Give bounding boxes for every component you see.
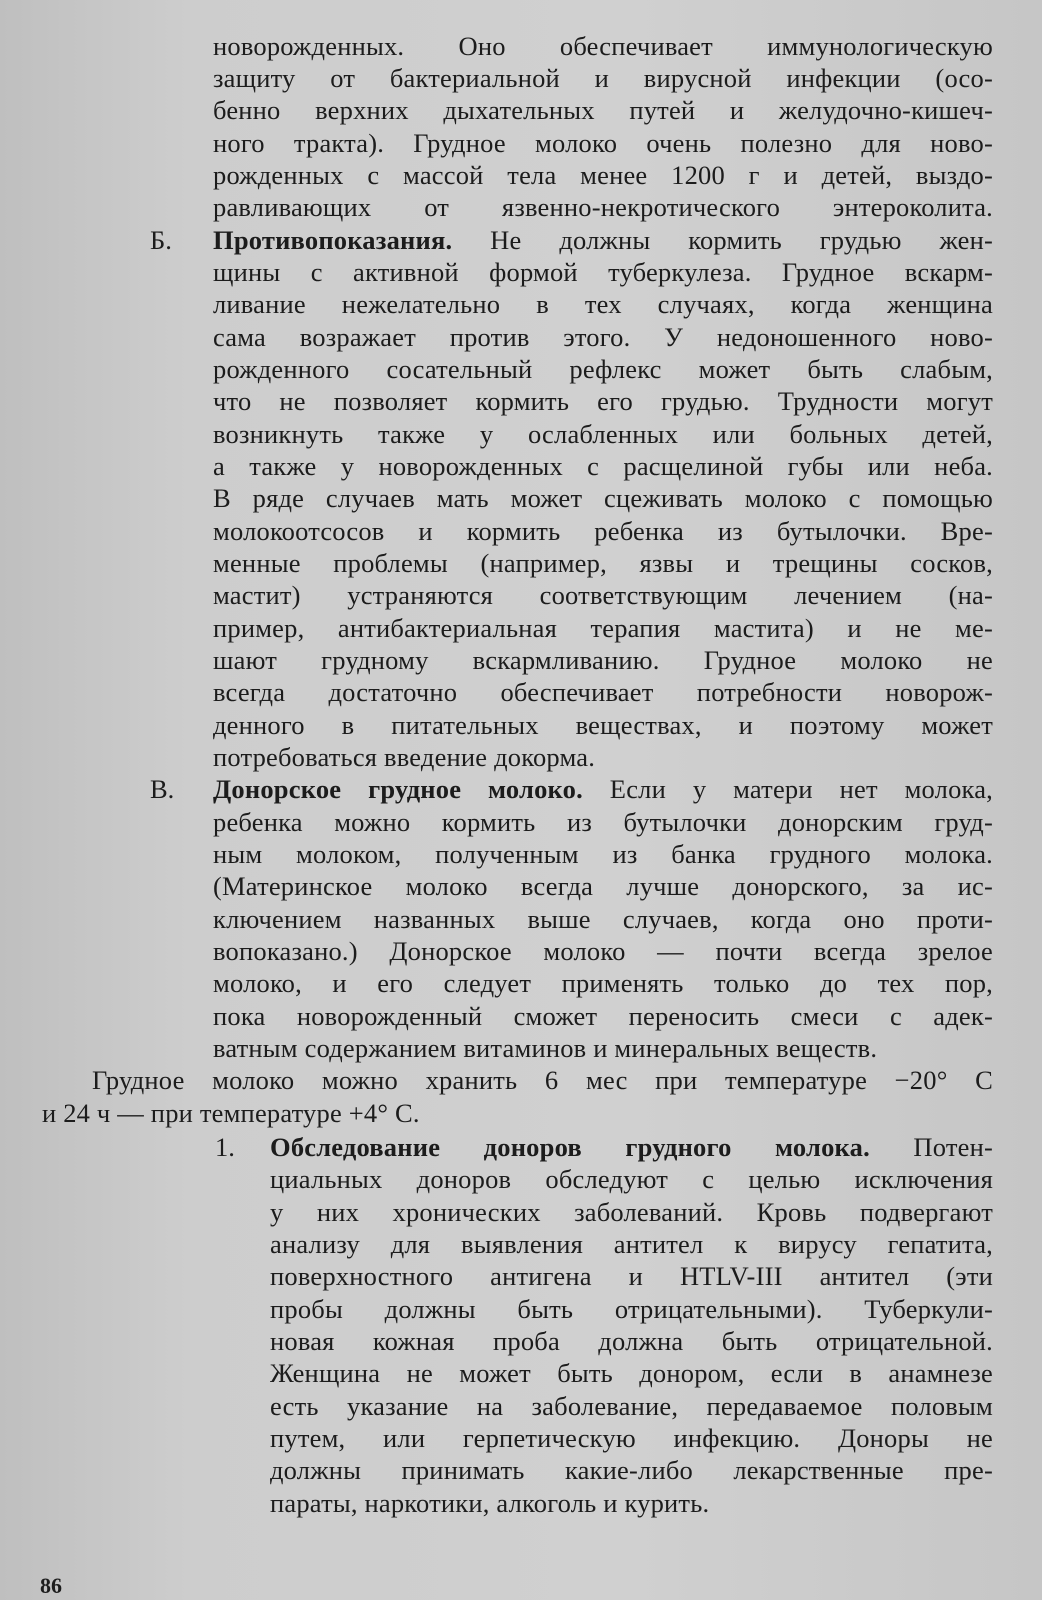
text-line: возникнуть также у ослабленных или больных детей,: [213, 419, 993, 449]
text-line: ливание нежелательно в тех случаях, когда женщина: [213, 289, 993, 319]
text-line: ным молоком, полученным из банка грудного молока.: [213, 839, 993, 869]
text-line: параты, наркотики, алкоголь и курить.: [270, 1488, 710, 1518]
text-line: ключением названных выше случаев, когда оно проти-: [213, 904, 993, 934]
text-line: мастит) устраняются соответствующим лечением (на-: [213, 580, 993, 610]
text-line: вопоказано.) Донорское молоко — почти всегда зрелое: [213, 936, 993, 966]
section-marker: Б.: [150, 225, 172, 255]
text-line: защиту от бактериальной и вирусной инфекции (осо-: [213, 63, 993, 93]
text-line: пример, антибактериальная терапия мастита) и не ме-: [213, 613, 993, 643]
text-line: и 24 ч — при температуре +4° С.: [42, 1098, 420, 1128]
text-line: новорожденных. Оно обеспечивает иммунологическую: [213, 31, 993, 61]
section-marker: 1.: [215, 1132, 235, 1162]
section-heading-line: [213, 224, 993, 256]
text-line: молоко, и его следует применять только до тех пор,: [213, 968, 993, 998]
text-span: Не должны кормить грудью жен-: [452, 225, 993, 255]
section-heading-line: [213, 773, 993, 805]
text-line: бенно верхних дыхательных путей и желудочно-кишеч-: [213, 95, 993, 125]
text-line: путем, или герпетическую инфекцию. Доноры не: [270, 1423, 993, 1453]
text-line: у них хронических заболеваний. Кровь подвергают: [270, 1197, 993, 1227]
section-heading: Противопоказания.: [213, 225, 453, 255]
text-line: должны принимать какие-либо лекарственные пре-: [270, 1455, 993, 1485]
text-line: циальных доноров обследуют с целью исключения: [270, 1164, 993, 1194]
text-line: ребенка можно кормить из бутылочки донорским груд-: [213, 807, 993, 837]
text-line: Грудное молоко можно хранить 6 мес при температуре −20° С: [92, 1065, 993, 1095]
text-line: денного в питательных веществах, и поэтому может: [213, 710, 993, 740]
text-line: потребоваться введение докорма.: [213, 742, 596, 772]
text-line: равливающих от язвенно-некротического энтероколита.: [213, 192, 993, 222]
text-line: поверхностного антигена и HTLV-III антител (эти: [270, 1261, 993, 1291]
text-line: молокоотсосов и кормить ребенка из бутылочки. Вре-: [213, 516, 993, 546]
text-line: есть указание на заболевание, передаваемое половым: [270, 1391, 993, 1421]
text-line: ватным содержанием витаминов и минеральных веществ.: [213, 1033, 878, 1063]
text-line: (Материнское молоко всегда лучше донорского, за ис-: [213, 871, 993, 901]
text-line: менные проблемы (например, язвы и трещины сосков,: [213, 548, 993, 578]
text-line: шают грудному вскармливанию. Грудное молоко не: [213, 645, 993, 675]
text-line: Женщина не может быть донором, если в анамнезе: [270, 1358, 993, 1388]
section-marker: В.: [150, 774, 175, 804]
text-line: пока новорожденный сможет переносить смеси с адек-: [213, 1001, 993, 1031]
section-heading: Донорское грудное молоко.: [213, 774, 583, 804]
text-line: ного тракта). Грудное молоко очень полезно для ново-: [213, 128, 993, 158]
text-line: щины с активной формой туберкулеза. Грудное вскарм-: [213, 257, 993, 287]
text-span: Потен-: [869, 1132, 993, 1162]
text-line: а также у новорожденных с расщелиной губы или неба.: [213, 451, 993, 481]
text-line: всегда достаточно обеспечивает потребности новорож-: [213, 677, 993, 707]
text-span: Если у матери нет молока,: [582, 774, 993, 804]
text-line: новая кожная проба должна быть отрицательной.: [270, 1326, 993, 1356]
text-line: рожденных с массой тела менее 1200 г и детей, выздо-: [213, 160, 993, 190]
section-heading-line: [270, 1131, 993, 1163]
section-heading: Обследование доноров грудного молока.: [270, 1132, 870, 1162]
text-line: сама возражает против этого. У недоношенного ново-: [213, 322, 993, 352]
text-line: В ряде случаев мать может сцеживать молоко с помощью: [213, 483, 993, 513]
text-line: рожденного сосательный рефлекс может быть слабым,: [213, 354, 993, 384]
text-line: пробы должны быть отрицательными). Туберкули-: [270, 1294, 993, 1324]
text-line: что не позволяет кормить его грудью. Трудности могут: [213, 386, 993, 416]
page-number: 86: [40, 1573, 62, 1598]
text-line: анализу для выявления антител к вирусу гепатита,: [270, 1229, 993, 1259]
